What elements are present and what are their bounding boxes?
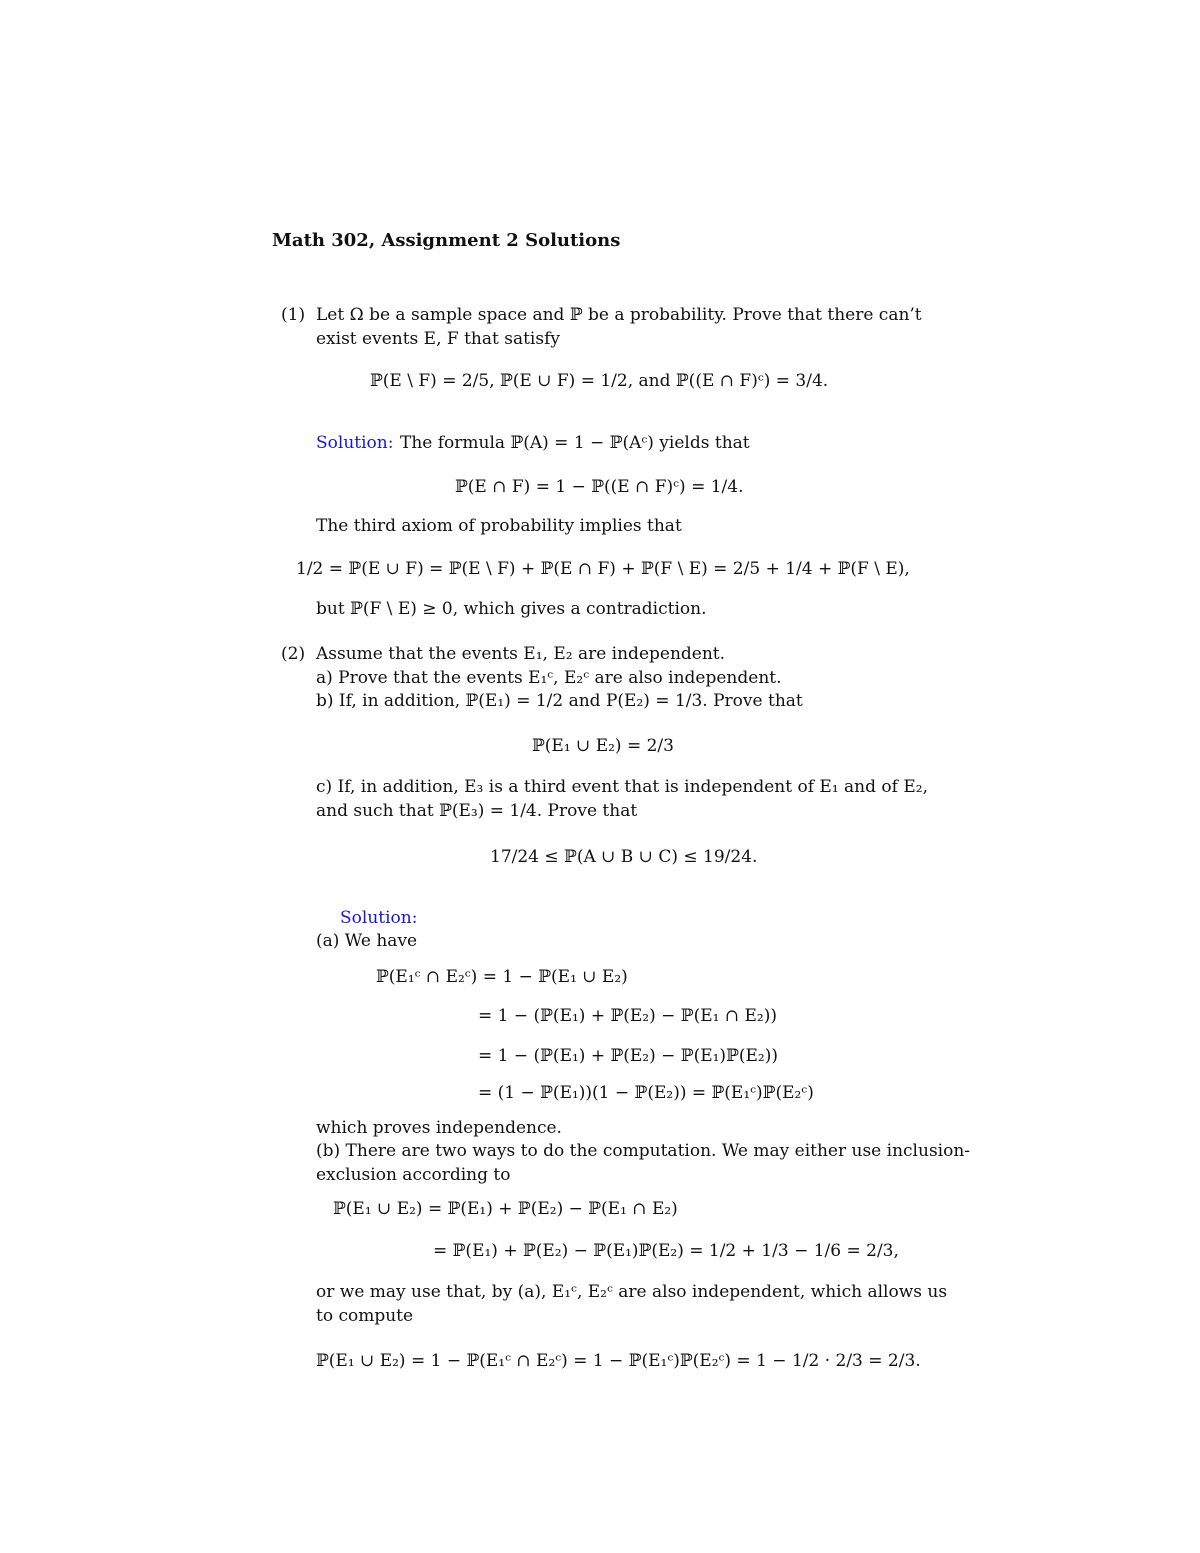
- problem-1-display-intersection: ℙ(E ∩ F) = 1 − ℙ((E ∩ F)ᶜ) = 1/4.: [455, 477, 744, 497]
- problem-2-sol-b-display1: ℙ(E₁ ∪ E₂) = ℙ(E₁) + ℙ(E₂) − ℙ(E₁ ∩ E₂): [333, 1199, 678, 1219]
- problem-2-part-c-line1: c) If, in addition, E₃ is a third event that is independent of E₁ and of E₂,: [316, 777, 928, 797]
- problem-1-statement-line2: exist events E, F that satisfy: [316, 329, 560, 349]
- problem-2-solution-label: Solution:: [340, 908, 418, 928]
- problem-2-part-b: b) If, in addition, ℙ(E₁) = 1/2 and P(E₂) = 1/3. Prove that: [316, 691, 803, 711]
- problem-1-statement-line1: Let Ω be a sample space and ℙ be a probability. Prove that there can’t: [316, 305, 922, 325]
- problem-2-sol-a-line3: = 1 − (ℙ(E₁) + ℙ(E₂) − ℙ(E₁)ℙ(E₂)): [478, 1046, 778, 1066]
- page-title: Math 302, Assignment 2 Solutions: [272, 230, 621, 251]
- problem-2-sol-b-line2: exclusion according to: [316, 1165, 511, 1185]
- problem-2-statement: Assume that the events E₁, E₂ are independent.: [316, 644, 726, 664]
- problem-2-sol-b-display2: = ℙ(E₁) + ℙ(E₂) − ℙ(E₁)ℙ(E₂) = 1/2 + 1/3 − 1/6 = 2/3,: [433, 1241, 899, 1261]
- problem-1-display-axiom: 1/2 = ℙ(E ∪ F) = ℙ(E \ F) + ℙ(E ∩ F) + ℙ(F \ E) = 2/5 + 1/4 + ℙ(F \ E),: [296, 559, 910, 579]
- problem-2-sol-b-line1: (b) There are two ways to do the computation. We may either use inclusion-: [316, 1141, 971, 1161]
- problem-2-sol-a-intro: (a) We have: [316, 931, 418, 951]
- problem-2-sol-b-line3: or we may use that, by (a), E₁ᶜ, E₂ᶜ are also independent, which allows us: [316, 1282, 948, 1302]
- problem-1-solution-label: Solution:: [316, 433, 394, 453]
- problem-2-display-c: 17/24 ≤ ℙ(A ∪ B ∪ C) ≤ 19/24.: [490, 847, 758, 867]
- problem-1-number: (1): [281, 305, 306, 325]
- problem-2-sol-b-line4: to compute: [316, 1306, 414, 1326]
- problem-2-display-b: ℙ(E₁ ∪ E₂) = 2/3: [532, 736, 674, 756]
- problem-2-sol-a-line1: ℙ(E₁ᶜ ∩ E₂ᶜ) = 1 − ℙ(E₁ ∪ E₂): [376, 967, 628, 987]
- problem-1-display-condition: ℙ(E \ F) = 2/5, ℙ(E ∪ F) = 1/2, and ℙ((E ∩ F)ᶜ) = 3/4.: [370, 371, 829, 391]
- problem-2-number: (2): [281, 644, 306, 664]
- problem-2-sol-b-display3: ℙ(E₁ ∪ E₂) = 1 − ℙ(E₁ᶜ ∩ E₂ᶜ) = 1 − ℙ(E₁ᶜ)ℙ(E₂ᶜ) = 1 − 1/2 · 2/3 = 2/3.: [316, 1351, 921, 1371]
- problem-2-sol-a-line4: = (1 − ℙ(E₁))(1 − ℙ(E₂)) = ℙ(E₁ᶜ)ℙ(E₂ᶜ): [478, 1083, 814, 1103]
- problem-2-part-c-line2: and such that ℙ(E₃) = 1/4. Prove that: [316, 801, 638, 821]
- problem-1-solution-text: The formula ℙ(A) = 1 − ℙ(Aᶜ) yields that: [400, 433, 750, 453]
- problem-2-sol-a-line2: = 1 − (ℙ(E₁) + ℙ(E₂) − ℙ(E₁ ∩ E₂)): [478, 1006, 777, 1026]
- problem-2-sol-a-end: which proves independence.: [316, 1118, 562, 1138]
- problem-1-conclusion: but ℙ(F \ E) ≥ 0, which gives a contradiction.: [316, 599, 707, 619]
- problem-2-part-a: a) Prove that the events E₁ᶜ, E₂ᶜ are also independent.: [316, 668, 782, 688]
- problem-1-axiom-text: The third axiom of probability implies that: [316, 516, 682, 536]
